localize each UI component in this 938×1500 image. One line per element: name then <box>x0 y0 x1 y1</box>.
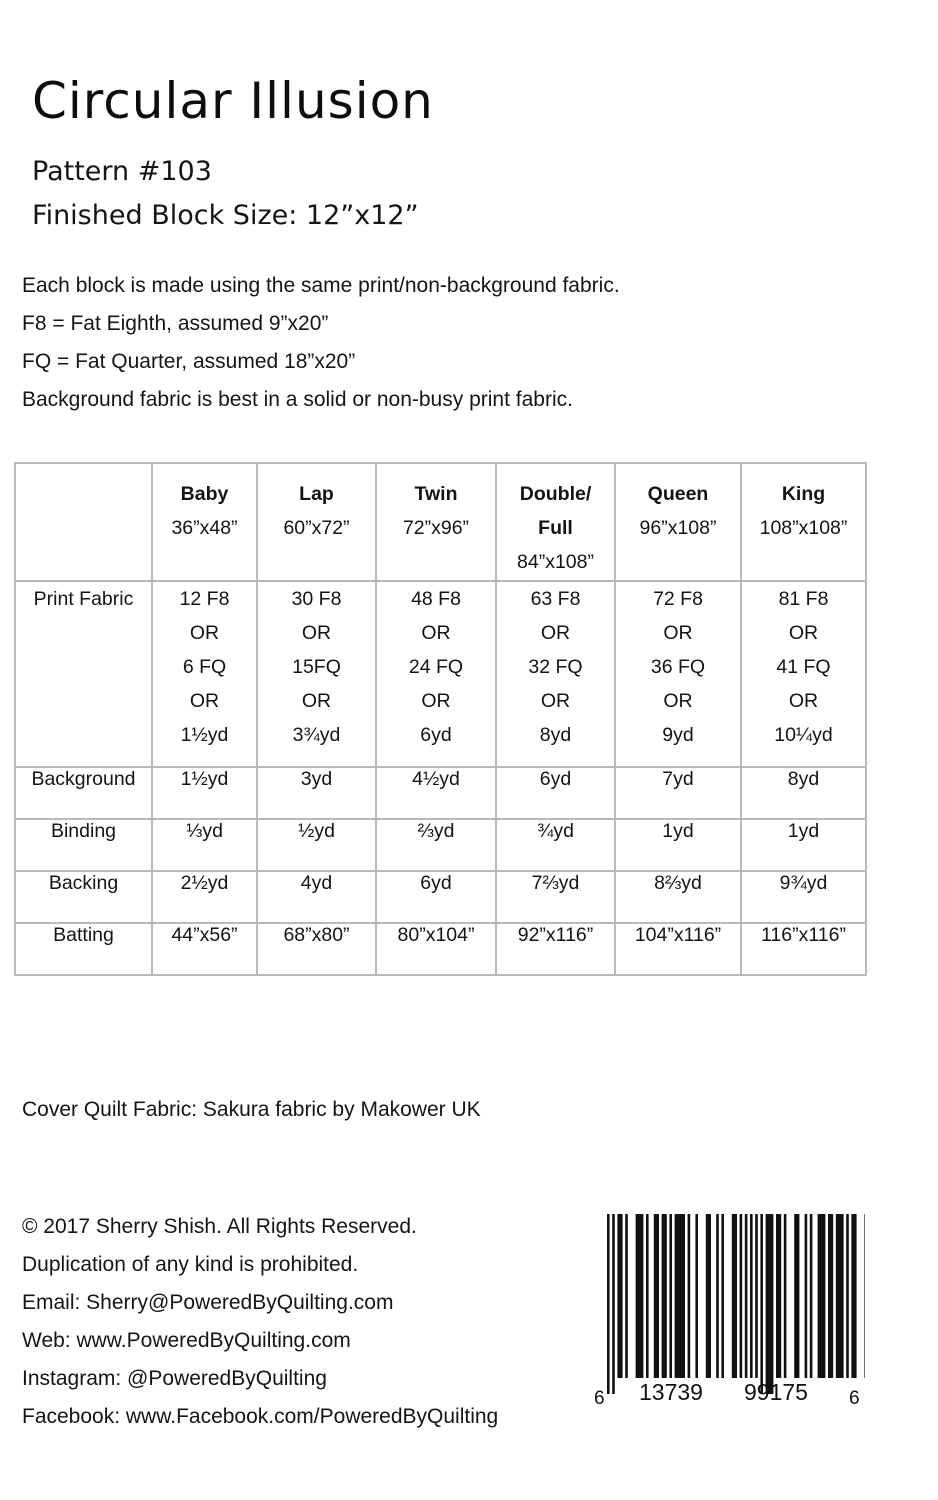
size-name: Twin <box>414 483 458 505</box>
size-dimensions: 60”x72” <box>283 517 350 539</box>
cell-line: 6yd <box>420 724 452 746</box>
barcode-bar <box>732 1214 737 1378</box>
cell-line: 48 F8 <box>411 588 461 610</box>
table-cell: 6yd <box>376 871 496 923</box>
barcode-bar <box>836 1214 844 1378</box>
barcode-bar <box>864 1214 865 1378</box>
size-dimensions: 84”x108” <box>517 551 594 573</box>
table-cell: ⅓yd <box>152 819 257 871</box>
footer-line: Instagram: @PoweredByQuilting <box>22 1367 327 1390</box>
cell-line: 63 F8 <box>530 588 581 610</box>
print-fabric-cell <box>615 581 741 767</box>
table-cell: ½yd <box>257 819 376 871</box>
table-cell: 9¾yd <box>741 871 866 923</box>
cell-line: OR <box>663 690 693 712</box>
background-row <box>15 767 866 819</box>
size-header-double-full <box>496 463 615 581</box>
size-header-twin <box>376 463 496 581</box>
size-dimensions: 108”x108” <box>759 517 848 539</box>
table-cell: 68”x80” <box>257 923 376 975</box>
barcode-bar <box>669 1214 672 1378</box>
barcode-digit-lead: 6 <box>594 1388 605 1409</box>
row-label: Backing <box>15 871 152 923</box>
size-name: Baby <box>180 483 229 505</box>
cell-line: OR <box>189 690 220 712</box>
cover-fabric-note: Cover Quilt Fabric: Sakura fabric by Makower UK <box>22 1098 481 1121</box>
cell-line: 12 F8 <box>179 588 230 610</box>
size-name: Full <box>538 517 573 539</box>
size-header-row <box>15 463 866 581</box>
barcode-bar <box>750 1214 753 1378</box>
barcode-digits-left: 13739 <box>639 1379 703 1405</box>
cell-line: OR <box>788 690 819 712</box>
size-dimensions: 96”x108” <box>639 517 717 539</box>
barcode-bar <box>794 1214 799 1378</box>
barcode-bar <box>716 1214 719 1378</box>
print-fabric-cell <box>376 581 496 767</box>
barcode-bar <box>706 1214 711 1378</box>
table-cell: ¾yd <box>496 819 615 871</box>
cell-line: 30 F8 <box>291 588 342 610</box>
page-title: Circular Illusion <box>32 72 434 130</box>
table-cell: 4½yd <box>376 767 496 819</box>
size-header-lap <box>257 463 376 581</box>
barcode-bar <box>612 1214 615 1394</box>
cell-line: OR <box>540 622 571 644</box>
table-cell: ⅔yd <box>376 819 496 871</box>
cell-line: 72 F8 <box>653 588 703 610</box>
table-cell: 92”x116” <box>496 923 615 975</box>
row-label: Binding <box>15 819 152 871</box>
cell-line: 1½yd <box>180 724 229 746</box>
size-name: King <box>781 483 826 505</box>
intro-notes <box>22 270 620 422</box>
row-label: Background <box>15 767 152 819</box>
barcode-bar <box>828 1214 833 1378</box>
barcode-bar <box>636 1214 644 1378</box>
cell-line: 15FQ <box>292 656 341 678</box>
footer-line: Duplication of any kind is prohibited. <box>22 1253 359 1276</box>
barcode-bar <box>805 1214 808 1378</box>
size-name: Double/ <box>519 483 592 505</box>
size-header-queen <box>615 463 741 581</box>
barcode-bar <box>654 1214 659 1378</box>
barcode-bar <box>810 1214 813 1378</box>
barcode-bars <box>607 1214 865 1394</box>
binding-row <box>15 819 866 871</box>
batting-row <box>15 923 866 975</box>
table-cell: 8yd <box>741 767 866 819</box>
cell-line: OR <box>301 690 332 712</box>
table-cell: 4yd <box>257 871 376 923</box>
pattern-number: Pattern #103 <box>32 156 212 187</box>
print-fabric-cell <box>257 581 376 767</box>
intro-line: Background fabric is best in a solid or non-busy print fabric. <box>22 388 573 411</box>
barcode-digits-right: 99175 <box>744 1379 808 1405</box>
table-cell: 7⅔yd <box>496 871 615 923</box>
cell-line: 9yd <box>662 724 694 746</box>
footer-line: Web: www.PoweredByQuilting.com <box>22 1329 351 1352</box>
barcode <box>585 1210 865 1410</box>
cell-line: OR <box>421 622 451 644</box>
footer-line: Email: Sherry@PoweredByQuilting.com <box>22 1291 394 1314</box>
footer-line: Facebook: www.Facebook.com/PoweredByQuilting <box>22 1405 499 1428</box>
size-name: Queen <box>647 483 709 505</box>
barcode-bar <box>625 1214 628 1378</box>
table-cell: 2½yd <box>152 871 257 923</box>
barcode-bar <box>745 1214 748 1378</box>
barcode-bar <box>846 1214 849 1378</box>
cell-line: OR <box>421 690 451 712</box>
cell-line: OR <box>189 622 220 644</box>
barcode-bar <box>607 1214 610 1394</box>
table-cell: 80”x104” <box>376 923 496 975</box>
barcode-bar <box>851 1214 856 1378</box>
cell-line: 81 F8 <box>778 588 829 610</box>
cell-line: 6 FQ <box>182 656 227 678</box>
print-fabric-cell <box>152 581 257 767</box>
barcode-bar <box>784 1214 787 1378</box>
fabric-requirements-table <box>14 462 867 976</box>
cell-line: OR <box>540 690 571 712</box>
barcode-bar <box>766 1214 774 1394</box>
cell-line: OR <box>663 622 693 644</box>
barcode-bar <box>740 1214 743 1378</box>
print-fabric-cell <box>741 581 866 767</box>
print-fabric-row <box>15 581 866 767</box>
size-dimensions: 36”x48” <box>171 517 238 539</box>
cell-line: OR <box>301 622 332 644</box>
barcode-bar <box>721 1214 724 1378</box>
table-cell: 116”x116” <box>741 923 866 975</box>
cell-line: 3¾yd <box>292 724 341 746</box>
barcode-bar <box>688 1214 691 1378</box>
table-cell: 44”x56” <box>152 923 257 975</box>
backing-row <box>15 871 866 923</box>
table-cell: 8⅔yd <box>615 871 741 923</box>
barcode-bar <box>776 1214 781 1378</box>
cell-line: 41 FQ <box>776 656 831 678</box>
table-cell: 1yd <box>741 819 866 871</box>
footer-line: © 2017 Sherry Shish. All Rights Reserved. <box>22 1215 417 1238</box>
cell-line: 24 FQ <box>408 656 464 678</box>
barcode-digit-trail: 6 <box>849 1388 860 1409</box>
barcode-bar <box>760 1214 763 1394</box>
barcode-bar <box>646 1214 649 1378</box>
row-label: Print Fabric <box>15 581 152 767</box>
corner-cell <box>15 463 152 581</box>
row-label: Batting <box>15 923 152 975</box>
table-cell: 3yd <box>257 767 376 819</box>
intro-line: FQ = Fat Quarter, assumed 18”x20” <box>22 350 356 373</box>
table-cell: 104”x116” <box>615 923 741 975</box>
cell-line: OR <box>788 622 819 644</box>
barcode-bar <box>695 1214 698 1378</box>
cell-line: 32 FQ <box>528 656 583 678</box>
table-cell: 7yd <box>615 767 741 819</box>
size-header-baby <box>152 463 257 581</box>
cell-line: 8yd <box>539 724 572 746</box>
barcode-bar <box>617 1214 622 1378</box>
intro-line: F8 = Fat Eighth, assumed 9”x20” <box>22 312 329 335</box>
barcode-bar <box>755 1214 758 1378</box>
table-cell: 1½yd <box>152 767 257 819</box>
cell-line: 10¼yd <box>774 724 833 746</box>
barcode-bar <box>662 1214 667 1378</box>
barcode-bar <box>818 1214 826 1378</box>
copyright-contact <box>22 1210 498 1438</box>
cell-line: 36 FQ <box>650 656 706 678</box>
size-dimensions: 72”x96” <box>402 517 470 539</box>
size-name: Lap <box>299 483 334 505</box>
print-fabric-cell <box>496 581 615 767</box>
size-header-king <box>741 463 866 581</box>
intro-line: Each block is made using the same print/non-background fabric. <box>22 274 620 297</box>
finished-block-size: Finished Block Size: 12”x12” <box>32 200 419 231</box>
table-cell: 6yd <box>496 767 615 819</box>
table-cell: 1yd <box>615 819 741 871</box>
barcode-bar <box>675 1214 685 1378</box>
